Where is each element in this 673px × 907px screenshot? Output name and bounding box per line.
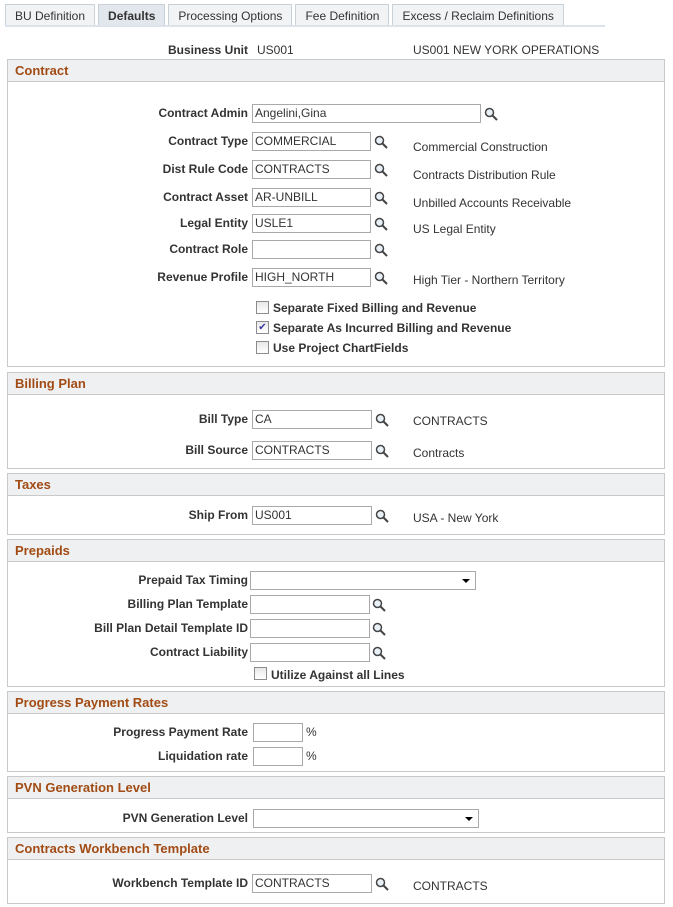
prepaids-header: [7, 539, 665, 562]
revenue-profile-desc: High Tier - Northern Territory: [413, 273, 565, 287]
lookup-icon[interactable]: [374, 191, 388, 205]
legal-entity-label: Legal Entity: [179, 216, 248, 230]
progress-payment-header: [7, 691, 665, 714]
bill-source-desc: Contracts: [413, 446, 465, 460]
pvn-level-select[interactable]: [253, 809, 479, 828]
lookup-icon[interactable]: [375, 877, 389, 891]
utilize-all-lines-checkbox[interactable]: [254, 667, 267, 680]
contract-asset-label: Contract Asset: [163, 190, 248, 204]
bill-plan-detail-template-label: Bill Plan Detail Template ID: [94, 621, 248, 635]
bill-type-label: Bill Type: [198, 412, 248, 426]
tab-fee-definition[interactable]: Fee Definition: [295, 4, 389, 26]
revenue-profile-input[interactable]: HIGH_NORTH: [252, 268, 371, 287]
bill-type-desc: CONTRACTS: [413, 414, 488, 428]
billing-plan-template-input[interactable]: [250, 595, 370, 614]
separate-incurred-checkbox[interactable]: ✔: [256, 321, 269, 334]
section-title: Prepaids: [15, 543, 70, 558]
tab-defaults[interactable]: Defaults: [98, 4, 165, 26]
lookup-icon[interactable]: [375, 444, 389, 458]
contract-type-label: Contract Type: [168, 134, 248, 148]
workbench-template-label: Workbench Template ID: [112, 876, 248, 890]
section-title: PVN Generation Level: [15, 780, 151, 795]
revenue-profile-label: Revenue Profile: [157, 270, 248, 284]
contract-asset-input[interactable]: AR-UNBILL: [252, 188, 371, 207]
contract-asset-desc: Unbilled Accounts Receivable: [413, 196, 572, 210]
lookup-icon[interactable]: [375, 413, 389, 427]
prepaid-tax-timing-select[interactable]: [250, 571, 476, 590]
contract-role-input[interactable]: [252, 240, 371, 259]
workbench-template-desc: CONTRACTS: [413, 879, 488, 893]
lookup-icon[interactable]: [374, 217, 388, 231]
contract-type-input[interactable]: COMMERCIAL: [252, 132, 371, 151]
ship-from-input[interactable]: US001: [252, 506, 372, 525]
use-project-chartfields-checkbox[interactable]: [256, 341, 269, 354]
business-unit-value: US001: [257, 43, 294, 57]
tab-bar: [5, 4, 564, 26]
liquidation-rate-input[interactable]: [253, 747, 303, 766]
percent-sign: %: [306, 725, 317, 739]
lookup-icon[interactable]: [372, 622, 386, 636]
lookup-icon[interactable]: [375, 509, 389, 523]
workbench-header: [7, 837, 665, 860]
business-unit-description: US001 NEW YORK OPERATIONS: [413, 43, 600, 57]
percent-sign: %: [306, 749, 317, 763]
pvn-level-label: PVN Generation Level: [122, 811, 248, 825]
lookup-icon[interactable]: [374, 163, 388, 177]
contract-header: [7, 59, 665, 82]
tab-divider: [5, 25, 605, 27]
contract-role-label: Contract Role: [169, 242, 248, 256]
legal-entity-input[interactable]: USLE1: [252, 214, 371, 233]
bill-source-input[interactable]: CONTRACTS: [252, 441, 372, 460]
contract-admin-input[interactable]: Angelini,Gina: [252, 104, 481, 123]
separate-fixed-label: Separate Fixed Billing and Revenue: [273, 301, 477, 315]
bill-source-label: Bill Source: [185, 443, 248, 457]
legal-entity-desc: US Legal Entity: [413, 222, 496, 236]
dist-rule-input[interactable]: CONTRACTS: [252, 160, 371, 179]
section-title: Taxes: [15, 477, 51, 492]
contract-liability-label: Contract Liability: [149, 645, 248, 659]
contract-admin-label: Contract Admin: [158, 106, 248, 120]
ship-from-desc: USA - New York: [413, 511, 499, 525]
lookup-icon[interactable]: [374, 271, 388, 285]
business-unit-label: Business Unit: [167, 43, 248, 57]
lookup-icon[interactable]: [374, 243, 388, 257]
tab-processing-options[interactable]: Processing Options: [168, 4, 292, 26]
section-title: Progress Payment Rates: [15, 695, 169, 710]
progress-payment-rate-label: Progress Payment Rate: [113, 725, 248, 739]
separate-fixed-checkbox[interactable]: [256, 301, 269, 314]
contract-liability-input[interactable]: [250, 643, 370, 662]
billing-plan-header: [7, 372, 665, 395]
tab-excess-reclaim[interactable]: Excess / Reclaim Definitions: [392, 4, 563, 26]
lookup-icon[interactable]: [484, 107, 498, 121]
taxes-header: [7, 473, 665, 496]
lookup-icon[interactable]: [374, 135, 388, 149]
bill-type-input[interactable]: CA: [252, 410, 372, 429]
lookup-icon[interactable]: [372, 646, 386, 660]
use-project-chartfields-label: Use Project ChartFields: [273, 341, 409, 355]
section-title: Contracts Workbench Template: [15, 841, 210, 856]
progress-payment-rate-input[interactable]: [253, 723, 303, 742]
bill-plan-detail-template-input[interactable]: [250, 619, 370, 638]
billing-plan-template-label: Billing Plan Template: [127, 597, 248, 611]
workbench-template-input[interactable]: CONTRACTS: [252, 874, 372, 893]
contract-type-desc: Commercial Construction: [413, 140, 548, 154]
ship-from-label: Ship From: [188, 508, 248, 522]
lookup-icon[interactable]: [372, 598, 386, 612]
separate-incurred-label: Separate As Incurred Billing and Revenue: [273, 321, 512, 335]
prepaid-tax-timing-label: Prepaid Tax Timing: [138, 573, 248, 587]
tab-bu-definition[interactable]: BU Definition: [5, 4, 95, 26]
liquidation-rate-label: Liquidation rate: [158, 749, 248, 763]
section-title: Contract: [15, 63, 69, 78]
utilize-all-lines-label: Utilize Against all Lines: [271, 668, 405, 682]
section-title: Billing Plan: [15, 376, 86, 391]
dist-rule-desc: Contracts Distribution Rule: [413, 168, 556, 182]
dist-rule-label: Dist Rule Code: [162, 162, 248, 176]
pvn-header: [7, 776, 665, 799]
